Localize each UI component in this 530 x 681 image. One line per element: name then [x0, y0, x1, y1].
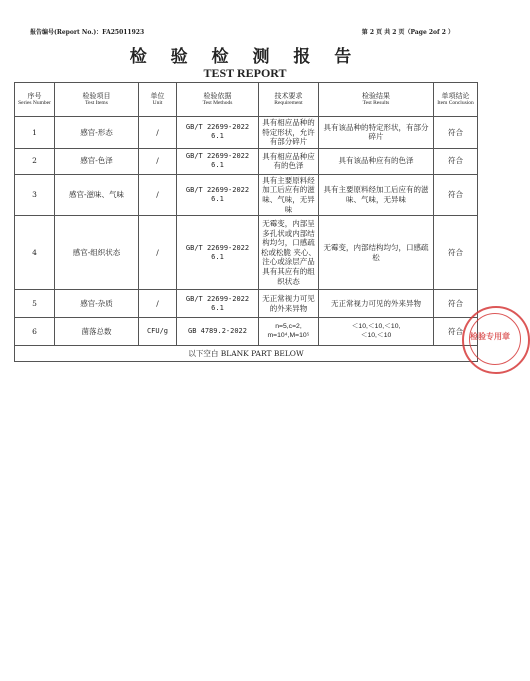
test-result: 具有该品种的特定形状，有部分碎片: [319, 117, 434, 149]
row-number: 1: [15, 117, 55, 149]
row-number: 2: [15, 148, 55, 174]
row-number: 5: [15, 290, 55, 318]
test-item: 感官-形态: [55, 117, 139, 149]
row-number: 4: [15, 216, 55, 290]
requirement: 具有相应品种应有的色泽: [259, 148, 319, 174]
test-result: 无正常视力可见的外来异物: [319, 290, 434, 318]
test-method: GB/T 22699-2022 6.1: [177, 117, 259, 149]
unit: /: [139, 216, 177, 290]
unit: CFU/g: [139, 318, 177, 346]
column-header: 单项结论 Item Conclusion: [434, 83, 478, 117]
column-header: 技术要求 Requirement: [259, 83, 319, 117]
page-indicator: 第 2 页 共 2 页（Page 2of 2 ）: [361, 29, 454, 36]
column-header: 检验项目 Test Items: [55, 83, 139, 117]
test-method: GB/T 22699-2022 6.1: [177, 290, 259, 318]
blank-part-note: 以下空白 BLANK PART BELOW: [15, 346, 478, 362]
requirement: 无霉变，内部呈多孔状或内部结构均匀，口感疏松或松脆 夹心、注心或涂层产品具有其应有的组织状态: [259, 216, 319, 290]
row-number: 3: [15, 174, 55, 215]
conclusion: 符合: [434, 117, 478, 149]
test-method: GB/T 22699-2022 6.1: [177, 148, 259, 174]
conclusion: 符合: [434, 174, 478, 215]
requirement: 无正常视力可见的外来异物: [259, 290, 319, 318]
test-result: ＜10,＜10,＜10, ＜10,＜10: [319, 318, 434, 346]
column-header: 检验依据 Test Methods: [177, 83, 259, 117]
test-result: 具有该品种应有的色泽: [319, 148, 434, 174]
conclusion: 符合: [434, 216, 478, 290]
seal-stamp: [462, 306, 530, 374]
requirement: 具有相应品种的特定形状，允许有部分碎片: [259, 117, 319, 149]
conclusion: 符合: [434, 318, 478, 346]
test-method: GB 4789.2-2022: [177, 318, 259, 346]
requirement: n=5,c=2, m=10⁴,M=10⁵: [259, 318, 319, 346]
column-header: 检验结果 Test Results: [319, 83, 434, 117]
unit: /: [139, 174, 177, 215]
test-result: 具有主要原料经加工后应有的滋味、气味，无异味: [319, 174, 434, 215]
test-item: 菌落总数: [55, 318, 139, 346]
test-method: GB/T 22699-2022 6.1: [177, 216, 259, 290]
column-header: 序号 Series Number: [15, 83, 55, 117]
unit: /: [139, 290, 177, 318]
conclusion: 符合: [434, 148, 478, 174]
conclusion: 符合: [434, 290, 478, 318]
unit: /: [139, 117, 177, 149]
report-title-cn: 检 验 检 测 报 告: [129, 47, 361, 67]
requirement: 具有主要原料经加工后应有的滋味、气味，无异味: [259, 174, 319, 215]
column-header: 单位 Unit: [139, 83, 177, 117]
seal-text: 检验专用章: [470, 332, 510, 341]
row-number: 6: [15, 318, 55, 346]
test-item: 感官-杂质: [55, 290, 139, 318]
test-method: GB/T 22699-2022 6.1: [177, 174, 259, 215]
test-item: 感官-色泽: [55, 148, 139, 174]
test-item: 感官-滋味、气味: [55, 174, 139, 215]
report-number: 报告编号(Report No.)：FA25011923: [30, 29, 145, 36]
report-title-en: TEST REPORT: [203, 66, 287, 80]
test-item: 感官-组织状态: [55, 216, 139, 290]
unit: /: [139, 148, 177, 174]
test-result: 无霉变，内部结构均匀，口感疏松: [319, 216, 434, 290]
